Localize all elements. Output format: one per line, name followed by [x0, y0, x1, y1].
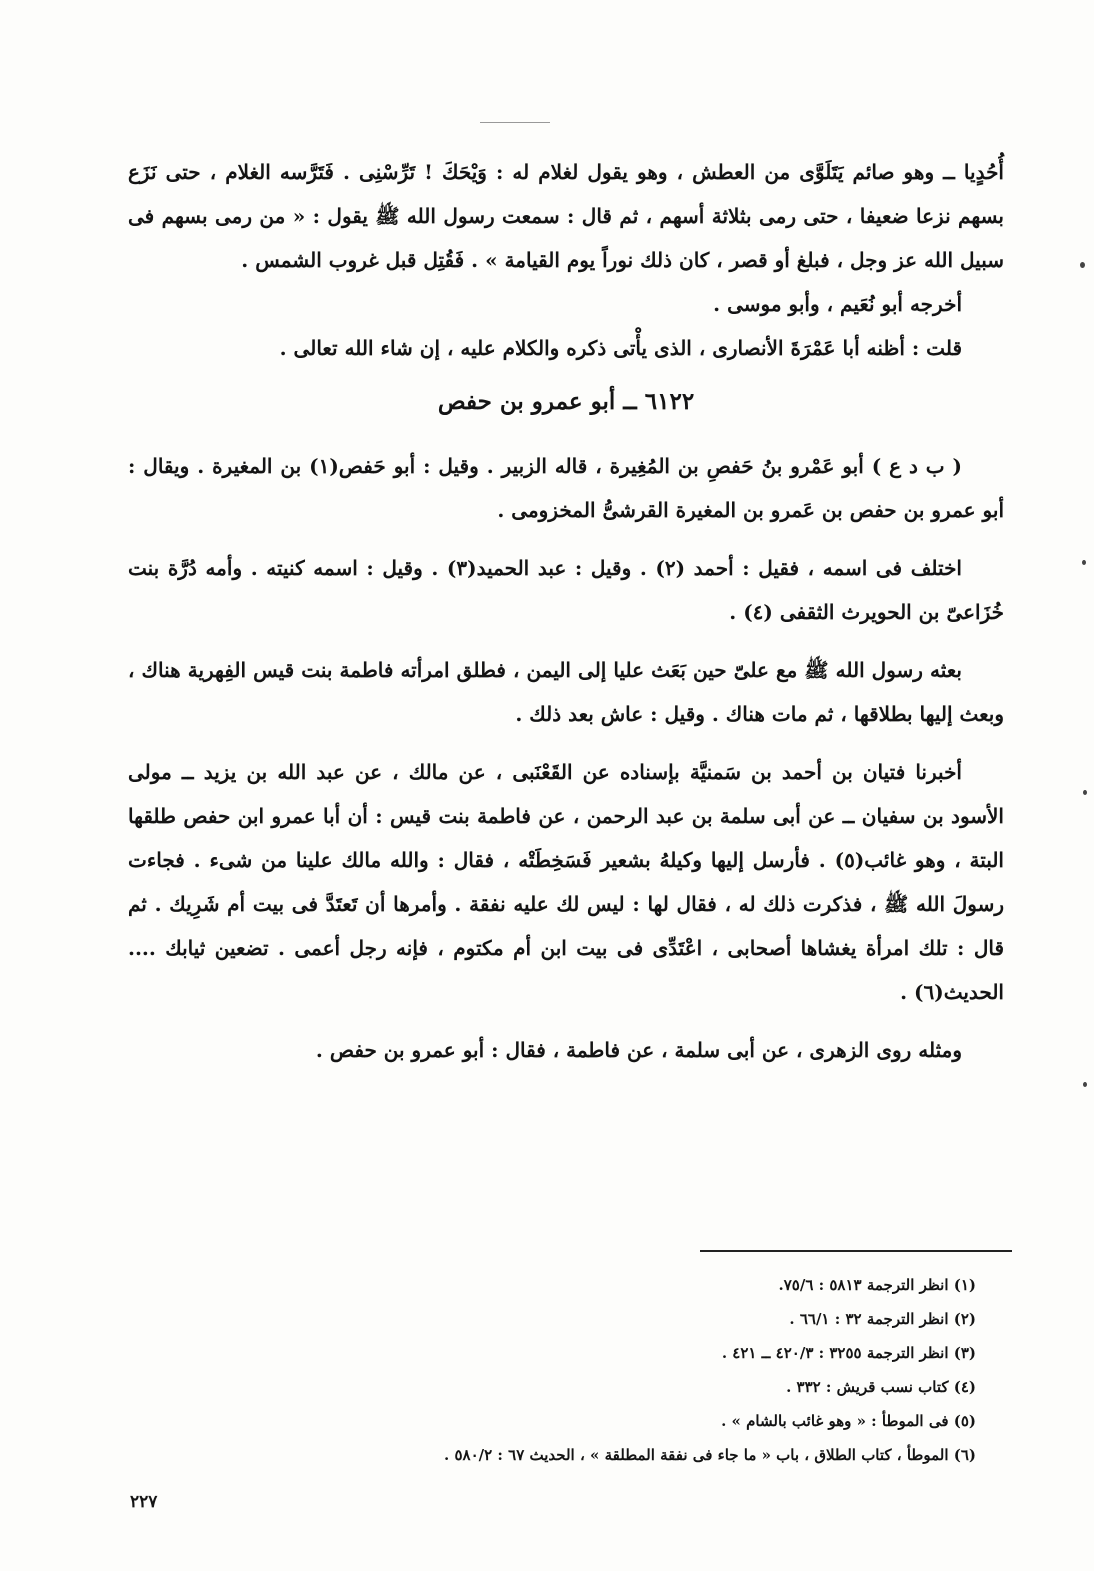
paragraph: أخبرنا فتيان بن أحمد بن سَمنيَّة بإسناده عن القَعْنَبى ، عن مالك ، عن عبد الله بن يزيد ــ مولى الأسود بن سفيان ــ عن أبى سلمة بن عبد الرحمن ، عن فاطمة بنت قيس : أن أبا عمرو ابن حفص طلقها البتة ، وهو غائب(٥) . فأرسل إليها وكيلهُ بشعير فَسَخِطَتْه ، فقال : والله مالك علينا من شىء . فجاءت رسولَ الله ﷺ ، فذكرت ذلك له ، فقال لها : ليس لك عليه نفقة . وأمرها أن تَعتَدَّ فى بيت أم شَرِيك . ثم قال : تلك امرأة يغشاها أصحابى ، اعْتَدِّى فى بيت ابن أم مكتوم ، فإنه رجل أعمى . تضعين ثيابك .... الحديث(٦) . — [128, 760, 1004, 1004]
footnote: (٢) انظر الترجمة ٣٢ : ٦٦/١ . — [789, 1310, 976, 1328]
scan-speck — [1083, 790, 1087, 795]
footnote: (٥) فى الموطأ : « وهو غائب بالشام » . — [721, 1412, 976, 1430]
page-number: ٢٢٧ — [130, 1492, 158, 1512]
entry-heading: ٦١٢٢ ــ أبو عمرو بن حفص — [437, 388, 695, 415]
footnotes — [300, 1268, 976, 1472]
footnote: (٦) الموطأ ، كتاب الطلاق ، باب « ما جاء فى نفقة المطلقة » ، الحديث ٦٧ : ٥٨٠/٢ . — [444, 1446, 976, 1464]
scan-speck — [1080, 262, 1085, 268]
paragraph: بعثه رسول الله ﷺ مع علىّ حين بَعَث عليا إلى اليمن ، فطلق امرأته فاطمة بنت قيس الفِهرية هناك ، وبعث إليها بطلاقها ، ثم مات هناك . وقيل : عاش بعد ذلك . — [128, 658, 1004, 726]
paragraph: أُحُدٍيا ــ وهو صائم يَتَلَوَّى من العطش ، وهو يقول لغلام له : وَيْحَكَ ! تَرِّسْنِى . فَتَرَّسه الغلام ، حتى نَزَع بسهم نزعا ضعيفا ، حتى رمى بثلاثة أسهم ، ثم قال : سمعت رسول الله ﷺ يقول : « من رمى بسهم فى سبيل الله عز وجل ، فبلغ أو قصر ، كان ذلك نوراً يوم القيامة » . فَقُتِل قبل غروب الشمس . — [128, 160, 1004, 272]
top-divider — [480, 122, 550, 123]
paragraph: أخرجه أبو نُعَيم ، وأبو موسى . — [713, 292, 962, 316]
footnote-divider — [700, 1250, 1012, 1252]
paragraph: ومثله روى الزهرى ، عن أبى سلمة ، عن فاطمة ، فقال : أبو عمرو بن حفص . — [315, 1038, 962, 1062]
footnote: (٤) كتاب نسب قريش : ٣٣٢ . — [786, 1378, 976, 1396]
footnote: (٣) انظر الترجمة ٣٢٥٥ : ٤٢٠/٣ ــ ٤٢١ . — [721, 1344, 976, 1362]
paragraph: ( ب د ع ) أبو عَمْرو بنُ حَفصِ بن المُغِيرة ، قاله الزبير . وقيل : أبو حَفص(١) بن المغيرة . ويقال : أبو عمرو بن حفص بن عَمرو بن المغيرة القرشىُّ المخزومى . — [128, 454, 1004, 522]
paragraph: اختلف فى اسمه ، فقيل : أحمد (٢) . وقيل : عبد الحميد(٣) . وقيل : اسمه كنيته . وأمه دُرَّة بنت خُزَاعىّ بن الحويرث الثقفى (٤) . — [128, 556, 1004, 624]
main-text — [128, 150, 1004, 1072]
scan-speck — [1082, 560, 1086, 565]
scan-speck — [1083, 1082, 1087, 1087]
footnote: (١) انظر الترجمة ٥٨١٣ : ٧٥/٦. — [778, 1276, 976, 1294]
paragraph: قلت : أظنه أبا عَمْرَةَ الأنصارى ، الذى يأْتى ذكره والكلام عليه ، إن شاء الله تعالى . — [279, 336, 962, 360]
